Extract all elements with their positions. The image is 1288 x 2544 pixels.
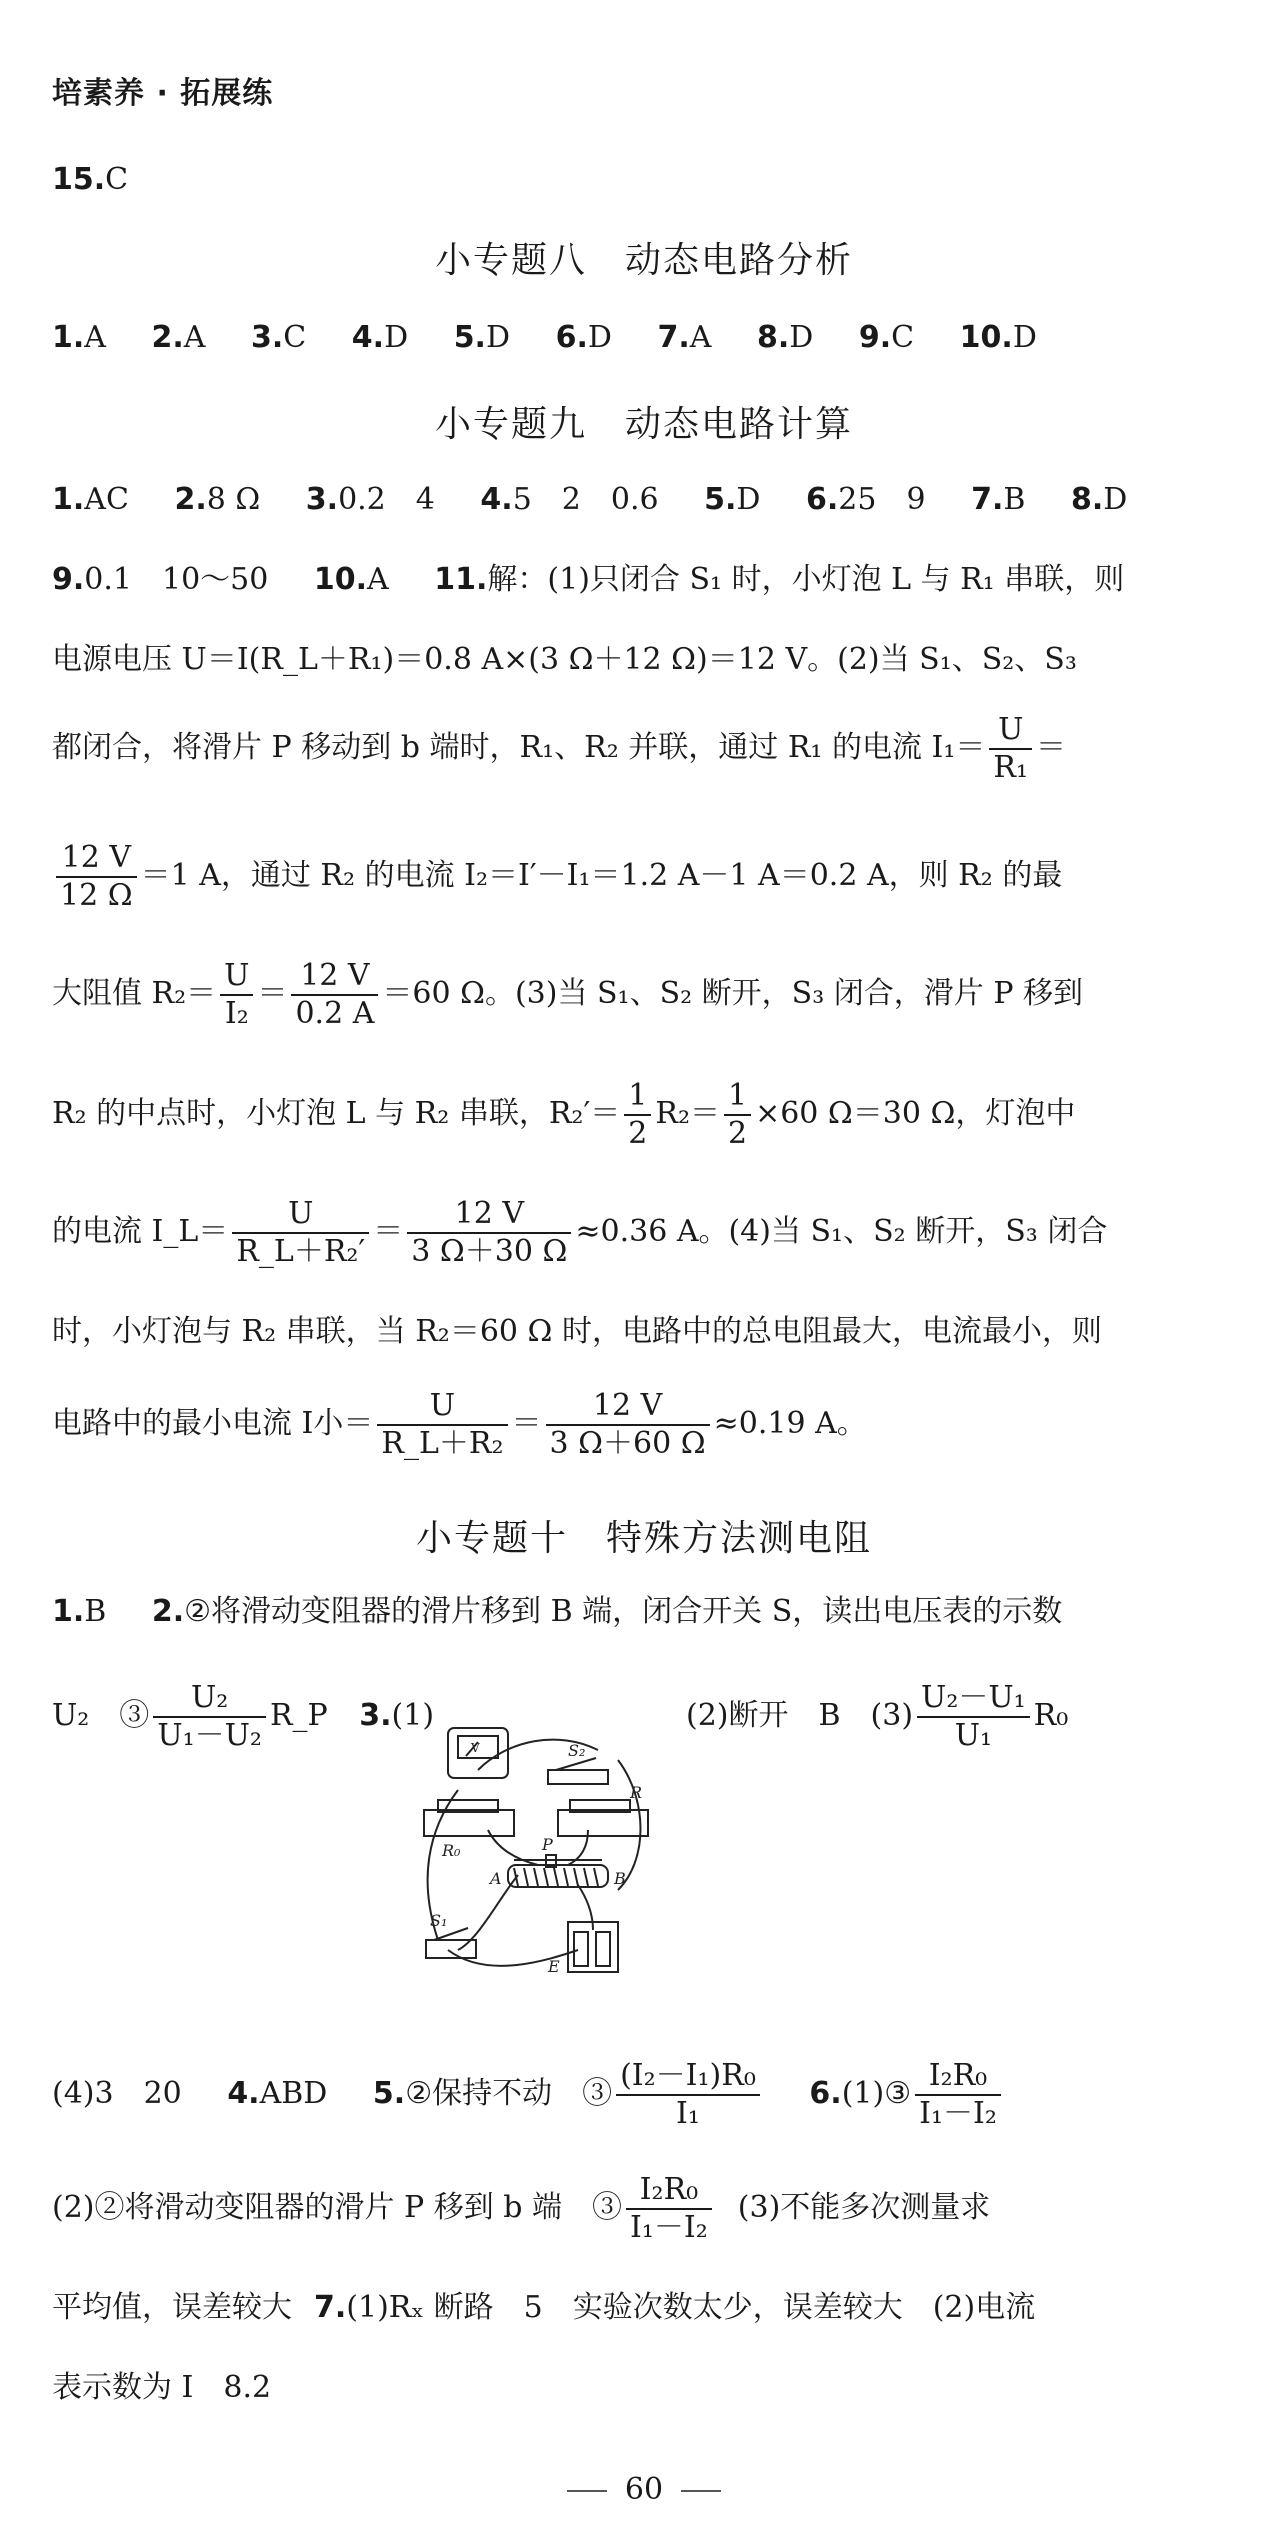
page-header: 培素养 · 拓展练 — [52, 76, 274, 111]
section-9-line-9: 时，小灯泡与 R₂ 串联，当 R₂＝60 Ω 时，电路中的总电阻最大，电流最小，则 — [52, 1314, 1102, 1349]
label-a: A — [490, 1869, 502, 1888]
section-title-9: 小专题九 动态电路计算 — [434, 404, 853, 445]
label-s2: S₂ — [568, 1741, 586, 1760]
page-number: 60 — [0, 2472, 1288, 2507]
answer-line-15: 15.C — [52, 162, 129, 197]
section-10-line-4: (2)②将滑动变阻器的滑片 P 移到 b 端 ③ $\frac{\text{I₂R₀}}{\text{I₁－I₂}}$ (3)不能多次测量求 — [52, 2172, 991, 2245]
section-10-line-2-left: U₂ ③ $\frac{\text{U₂}}{\text{U₁－U₂}}$ R_P 3.(1) — [52, 1680, 435, 1753]
section-9-line-6: 大阻值 R₂＝ $\frac{U}{\text{I₂}}$ ＝ $\frac{12 V}{0.2 A}$ ＝60 Ω。(3)当 S₁、S₂ 断开，S₃ 闭合，滑片 P 移到 — [52, 958, 1084, 1031]
section-title-10: 小专题十 特殊方法测电阻 — [415, 1518, 872, 1559]
section-9-line-2: 9.0.1 10～50 10.A 11.解：(1)只闭合 S₁ 时，小灯泡 L 与 R₁ 串联，则 — [52, 562, 1125, 597]
section-10-line-2-right: (2)断开 B (3) $\frac{\text{U₂－U₁}}{\text{U₁}}$ R₀ — [686, 1680, 1069, 1753]
voltmeter-label: V — [471, 1741, 480, 1755]
section-10-line-1: 1.B 2.②将滑动变阻器的滑片移到 B 端，闭合开关 S，读出电压表的示数 — [52, 1594, 1063, 1629]
label-e: E — [548, 1957, 560, 1976]
section-9-line-1: 1.AC 2.8 Ω 3.0.2 4 4.5 2 0.6 5.D 6.25 9 7.B 8.D — [52, 482, 1128, 517]
section-9-line-10: 电路中的最小电流 I小＝ $\frac{U}{\text{R\_L＋R₂}}$ ＝ $\frac{12 V}{3 \Omega+60 \Omega}$ ≈0.19 A。 — [52, 1388, 867, 1461]
label-r0: R₀ — [442, 1841, 461, 1860]
section-10-line-3: (4)3 20 4.ABD 5.②保持不动 ③ $\frac{\text{(I₂－I₁)R₀}}{\text{I₁}}$ 6.(1)③ $\frac{\text{I₂R₀}}{\text{I₁－I₂}}$ — [52, 2058, 1248, 2132]
label-r: R — [630, 1783, 643, 1802]
section-9-line-4: 都闭合，将滑片 P 移动到 b 端时，R₁、R₂ 并联，通过 R₁ 的电流 I₁＝ $\frac{U}{\text{R₁}}$ ＝ — [52, 712, 1067, 785]
section-title-8: 小专题八 动态电路分析 — [434, 240, 853, 281]
section-9-line-3: 电源电压 U＝I(R_L＋R₁)＝0.8 A×(3 Ω＋12 Ω)＝12 V。(2)当 S₁、S₂、S₃ — [52, 642, 1077, 677]
label-s1: S₁ — [430, 1911, 448, 1930]
section-9-line-8: 的电流 I_L＝ $\frac{U}{\text{R\_L＋R₂′}}$ ＝ $\frac{12 V}{3 \Omega+30 \Omega}$ ≈0.36 A。(4)当 S₁、S₂ 断开，S₃ 闭合 — [52, 1196, 1108, 1269]
label-p: P — [542, 1835, 553, 1854]
section-10-line-5: 平均值，误差较大 7.(1)Rₓ 断路 5 实验次数太少，误差较大 (2)电流 — [52, 2290, 1036, 2325]
label-b: B — [614, 1869, 626, 1888]
circuit-diagram — [418, 1700, 658, 1990]
section-9-line-5: $\frac{12 V}{12 \Omega}$ ＝1 A，通过 R₂ 的电流 I₂＝I′－I₁＝1.2 A－1 A＝0.2 A，则 R₂ 的最 — [52, 840, 1248, 914]
section-9-line-7: R₂ 的中点时，小灯泡 L 与 R₂ 串联，R₂′＝ $\frac{1}{2}$ R₂＝ $\frac{1}{2}$ ×60 Ω＝30 Ω，灯泡中 — [52, 1078, 1076, 1151]
section-10-line-6: 表示数为 I 8.2 — [52, 2370, 272, 2405]
section-8-answers: 1.A 2.A 3.C 4.D 5.D 6.D 7.A 8.D 9.C 10.D — [52, 320, 1037, 355]
